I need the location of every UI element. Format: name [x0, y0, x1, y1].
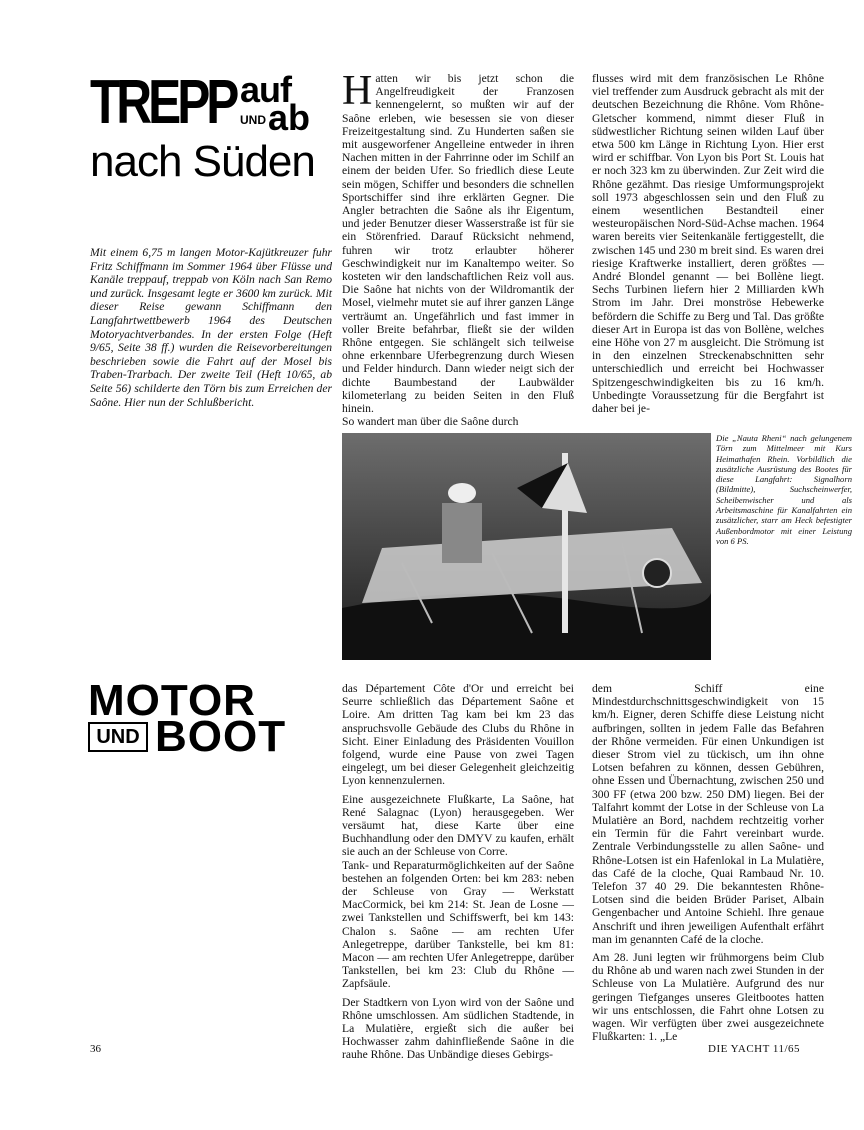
- headline-subline: nach Süden: [90, 137, 315, 186]
- article-column-3: [342, 682, 574, 1062]
- magazine-folio: DIE YACHT 11/65: [708, 1043, 801, 1055]
- article-paragraph: So wandert man über die Saône durch: [342, 415, 519, 429]
- logo-boot: BOOT: [155, 712, 287, 761]
- headline-auf: auf: [240, 69, 291, 110]
- article-paragraph: dem Schiff eine Mindestdurchschnittsgeschwindigkeit von 15 km/h. Eigner, deren Schiffe diese Leistung nicht aufbringen, sollten in jedem Falle das Befahren der Rhône vermeiden. Für einen Unkundigen ist dieser Strom viel zu tückisch, um ihn ohne Lotsen befahren zu können, dessen Gebühren, ohne Essen und Übernachtung, zwischen 250 und 300 FF (etwa 200 bzw. 250 DM) liegen. Bei der Talfahrt kommt der Lotse in der Schleuse von La Mulatière an Bord, nachdem rechtzeitig vorher ein Termin für die Fahrt vereinbart wurde. Zentrale Verbindungsstelle zu allen Saône- und Rhône-Lotsen ist ein Hafenlokal in La Mulatière, das Café de la cloche, Quai Rambaud Nr. 10. Telefon 37 40 29. Die bekanntesten Rhône-Lotsen sind die beiden Brüder Pariset, Albain Gengenbacher und Antoine Schiehl. Ihre genaue Anschrift und ihren jeweiligen Aufenthalt erfährt man im genannten Café de la cloche.: [592, 682, 824, 946]
- article-paragraph: flusses wird mit dem französischen Le Rhône viel treffender zum Ausdruck gebracht als mit der deutschen Bezeichnung die Rhône. Vom Rhône-Gletscher kommend, nimmt dieser Fluß in südwestlicher Richtung seinen wilden Lauf über etwa 500 km Länge in Richtung Lyon. Hier erst wird er schiffbar. Von Lyon bis Port St. Louis hat er noch 323 km zu überwinden. Zur Zeit wird die Rhône gezähmt. Das riesige Umformungsprojekt soll 1973 abgeschlossen sein und den Fluß zu einem wesentlichen Bestandteil einer westeuropäischen Nord-Süd-Achse machen. 1964 waren bereits vier Seitenkanäle fertiggestellt, die zwischen 145 und 230 m breit sind. Es waren drei riesige Kraftwerke installiert, deren größtes — André Blondel genannt — bei Bollène liegt. Sechs Turbinen liefern hier 2 Milliarden kWh Strom im Jahr. Drei monströse Hebewerke befördern die Schiffe zu Berg und Tal. Das größte dieser Art in Europa ist das von Bollène, welches eine Höhe von 27 m ausgleicht. Die Strömung ist in den einzelnen Streckenabschnitten sehr unterschiedlich und erreicht bei Hochwasser Spitzengeschwindigkeiten bis zu 16 km/h. Unbedingte Voraussetzung für die Bergfahrt ist daher bei je-: [592, 72, 824, 416]
- article-paragraph: Tank- und Reparaturmöglichkeiten auf der Saône bestehen an folgenden Orten: bei km 283: neben der Schleuse von Gray — Werkstatt MacCormick, bei km 214: St. Jean de Losne — zwei Tankstellen und Schiffswerft, bei km 143: Chalon s. Saône — am rechten Ufer Anlegetreppe, darüber Tankstelle, bei km 81: Macon — am rechten Ufer Anlegetreppe, darüber Tankstellen, bei km 23: Club du Rhône — Zapfsäule.: [342, 858, 574, 991]
- article-column-2: [592, 72, 824, 415]
- article-paragraph: Am 28. Juni legten wir frühmorgens beim Club du Rhône ab und waren nach zwei Stunden in der Schleuse von La Mulatière. Aufgrund des nur geringen Tiefganges unseres Gleitbootes hatten wir uns entschlossen, die Fahrt ohne Lotsen zu wagen. Wir verfügten über zwei ausgezeichnete Flußkarten: 1. „Le: [592, 951, 824, 1044]
- article-paragraph: Eine ausgezeichnete Flußkarte, La Saône, hat René Salagnac (Lyon) herausgegeben. Wer versäumt hat, diese Karte über eine Buchhandlung oder den DMYV zu kaufen, erhält sie auch an der Schleuse von Corre.: [342, 792, 574, 859]
- article-paragraph: Hatten wir bis jetzt schon die Angelfreudigkeit der Franzosen kennengelernt, so mußten wir auf der Saône erleben, wie besessen sie von dieser Freizeitgestaltung sind. Zu Hunderten saßen sie mit ausgeworfener Angelleine entweder in ihren Nachen mitten in der Fahrrinne oder im Schilf an einem der beiden Ufer. So friedlich diese Leute sein mögen, Schiffer und besonders die schnellen Sportschiffer sind ihre erklärten Gegner. Die Angler betrachten die Saône als ihr Eigentum, und jeder Benutzer dieser Wasserstraße ist für sie ein Störenfried. Darauf Rücksicht nehmend, fuhren wir trotz erlaubter höherer Geschwindigkeit nur im Kanaltempo weiter. So kosteten wir den landschaftlichen Reiz voll aus. Die Saône hat nichts von der Wildromantik der Mosel, vielmehr mutet sie auf ihrer ganzen Länge verträumt an. Ungefährlich und fast immer in voller Breite befahrbar, fließt sie der wilden Rhône entgegen. Sie schlängelt sich teilweise ohne erkennbare Uferbegrenzung durch Wiesen und Felder hindurch. Dann wieder neigt sich der dichte Baumbestand der Laubwälder kilometerlang zu beiden Seiten in den Fluß hinein.: [342, 68, 574, 416]
- article-paragraph: das Département Côte d'Or und erreicht bei Seurre schließlich das Département Saône et Loire. Am dritten Tag kam bei km 23 das anspruchsvolle Gebäude des Clubs du Rhône in Sicht. Einer Einladung des Präsidenten Vouillon folgend, wurde eine Pause von zwei Tagen eingelegt, um bei dieser Gelegenheit gleichzeitig Lyon kennenzulernen.: [342, 682, 574, 788]
- headline-trepp: TREPP: [90, 68, 236, 137]
- page-number: 36: [90, 1043, 101, 1055]
- article-column-4: [592, 682, 824, 1043]
- photo-caption: Die „Nauta Rheni“ nach gelungenem Törn zum Mittelmeer mit Kurs Heimathafen Rhein. Vorbildlich die zusätzliche Ausrüstung des Bootes für diese Langfahrt: Signalhorn (Bildmitte), Suchscheinwerfer, Scheibenwischer und als Arbeitsmaschine für Kanalfahrten ein zusätzlicher, starr am Heck befestigter Außenbordmotor mit einer Leistung von 6 PS.: [716, 433, 852, 546]
- boat-photo: [342, 433, 711, 660]
- intro-text: Mit einem 6,75 m langen Motor-Kajütkreuzer fuhr Fritz Schiffmann im Sommer 1964 über Flüsse und Kanäle treppauf, treppab von Köln nach San Remo und zurück. Insgesamt legte er 3600 km zurück. Mit dieser Reise gewann Schiffmann den Langfahrtwettbewerb 1964 des Deutschen Motoryachtverbandes. In der ersten Folge (Heft 9/65, Seite 38 ff.) wurden die Reisevorbereitungen beschrieben sowie die Fahrt auf der Mosel bis Traben-Trarbach. Der zweite Teil (Heft 10/65, ab Seite 56) schilderte den Törn bis zum Erreichen der Saône. Hier nun der Schlußbericht.: [90, 246, 332, 409]
- article-paragraph: Der Stadtkern von Lyon wird von der Saône und Rhône umschlossen. Am südlichen Stadtende, in La Mulatière, ergießt sich die außer bei Hochwasser zahm dahinfließende Saône in die rauhe Rhône. Das Unbändige dieses Gebirgs-: [342, 995, 574, 1062]
- article-column-1: [342, 68, 574, 429]
- headline-ab: ab: [268, 97, 311, 138]
- headline-und: UND: [240, 113, 266, 127]
- logo-motor: MOTOR: [88, 676, 256, 725]
- logo-und: UND: [88, 722, 148, 752]
- boat-photo-illustration: [342, 433, 711, 660]
